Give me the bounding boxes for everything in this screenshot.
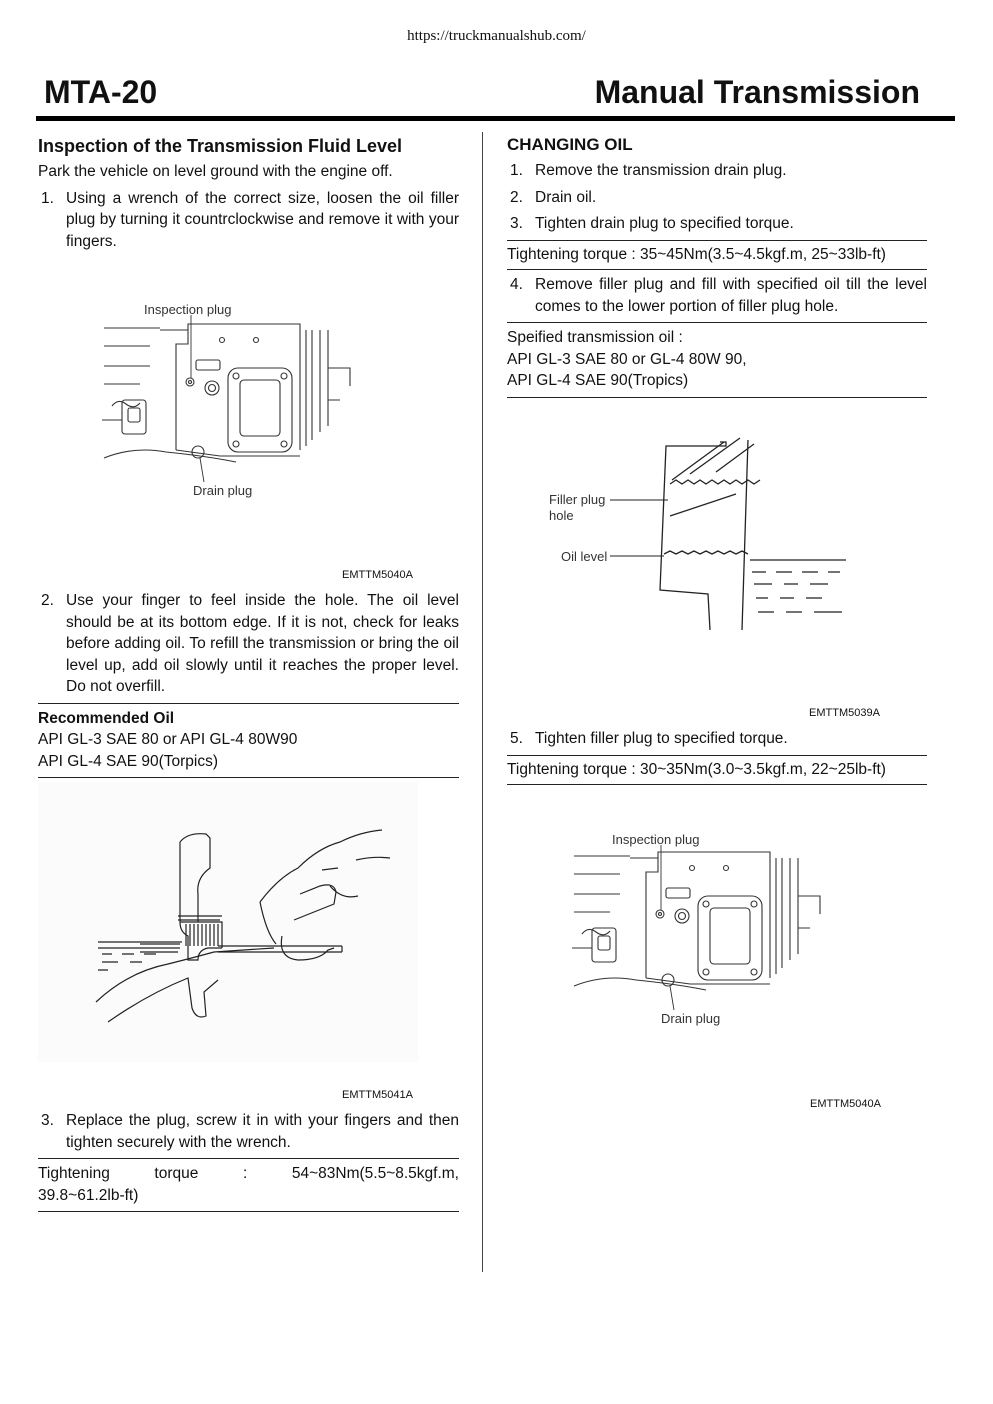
label-filler-plug-hole-2: hole [549, 508, 574, 523]
step-text: Remove the transmission drain plug. [535, 162, 787, 179]
torque-spec-line: Tightening torque : 35~45Nm(3.5~4.5kgf.m, 25~33lb-ft) [507, 245, 886, 263]
step-text: Tighten filler plug to specified torque. [535, 730, 788, 747]
step-text: Use your finger to feel inside the hole. The oil level should be at its bottom edge. If it is not, check for leaks before adding oil. To refill the transmission or bring the oil level up, add oil slowly until it reaches the proper level. Do not overfill. [66, 592, 459, 695]
rule [507, 240, 927, 241]
step-number: 3. [510, 215, 523, 232]
figure-code: EMTTM5040A [342, 569, 413, 581]
step-number: 2. [41, 592, 54, 609]
step-text: Replace the plug, screw it in with your fingers and then tighten securely with the wrench. [66, 1112, 459, 1151]
section-title: CHANGING OIL [507, 135, 633, 154]
figure-code: EMTTM5040A [810, 1098, 881, 1110]
step-number: 2. [510, 188, 523, 206]
source-url[interactable]: https://truckmanualshub.com/ [407, 28, 586, 44]
page-number: MTA-20 [44, 74, 158, 110]
right-column [507, 134, 927, 398]
step-number: 3. [41, 1112, 54, 1129]
recommended-oil-line: API GL-4 SAE 90(Torpics) [38, 752, 219, 770]
rule [38, 703, 459, 704]
label-inspection-plug: Inspection plug [612, 832, 700, 847]
step-1 [38, 188, 459, 253]
rule [507, 269, 927, 270]
step-4 [507, 274, 927, 317]
torque-spec-line: Tightening torque : 54~83Nm(5.5~8.5kgf.m, [38, 1165, 459, 1182]
rule [507, 755, 927, 756]
figure-code: EMTTM5039A [809, 707, 880, 719]
step-number: 1. [510, 162, 523, 179]
step-text: Using a wrench of the correct size, loosen the oil filler plug by turning it countrclockwise and remove it with your fingers. [66, 189, 459, 250]
inspection-plug-diagram-2 [570, 828, 830, 1033]
step-3 [38, 1110, 459, 1153]
label-drain-plug: Drain plug [193, 483, 253, 498]
label-inspection-plug: Inspection plug [144, 302, 232, 317]
step-number: 1. [41, 189, 54, 207]
recommended-oil-line: API GL-3 SAE 80 or API GL-4 80W90 [38, 731, 298, 748]
step-text: Tighten drain plug to specified torque. [535, 215, 794, 232]
oil-spec-line: API GL-4 SAE 90(Tropics) [507, 372, 689, 389]
left-column-mid [38, 590, 459, 778]
step-number: 5. [510, 730, 523, 747]
rule [38, 777, 459, 778]
rule [507, 397, 927, 398]
page-title: Manual Transmission [594, 74, 920, 110]
step-5 [507, 728, 927, 750]
torque-spec-line: 39.8~61.2lb-ft) [38, 1186, 139, 1204]
right-column-mid [507, 728, 927, 785]
oil-spec-line: Speified transmission oil : [507, 329, 683, 346]
rule [507, 322, 927, 323]
left-column [38, 134, 459, 252]
rule [38, 1158, 459, 1159]
step-2 [38, 590, 459, 698]
figure-code: EMTTM5041A [342, 1089, 413, 1101]
label-drain-plug: Drain plug [661, 1011, 721, 1026]
step-3 [507, 213, 927, 235]
section-title: Inspection of the Transmission Fluid Level [38, 136, 403, 156]
label-oil-level: Oil level [561, 549, 608, 564]
oil-spec-line: API GL-3 SAE 80 or GL-4 80W 90, [507, 350, 747, 368]
rule [38, 1211, 459, 1212]
step-1 [507, 160, 927, 182]
torque-spec-line: Tightening torque : 30~35Nm(3.0~3.5kgf.m, 22~25lb-ft) [507, 760, 886, 778]
step-number: 4. [510, 276, 523, 293]
left-column-bottom [38, 1110, 459, 1212]
step-text: Drain oil. [535, 188, 597, 206]
recommended-oil-title: Recommended Oil [38, 709, 175, 727]
intro-text: Park the vehicle on level ground with the engine off. [38, 163, 393, 180]
header-rule [36, 116, 955, 121]
column-divider [482, 132, 483, 1272]
step-2 [507, 187, 927, 209]
finger-check-diagram [38, 782, 418, 1062]
rule [507, 784, 927, 785]
step-text: Remove filler plug and fill with specified oil till the level comes to the lower portion of filler plug hole. [535, 276, 927, 315]
oil-level-diagram [540, 430, 860, 635]
label-filler-plug-hole: Filler plug [549, 492, 606, 507]
inspection-plug-diagram [100, 300, 360, 505]
